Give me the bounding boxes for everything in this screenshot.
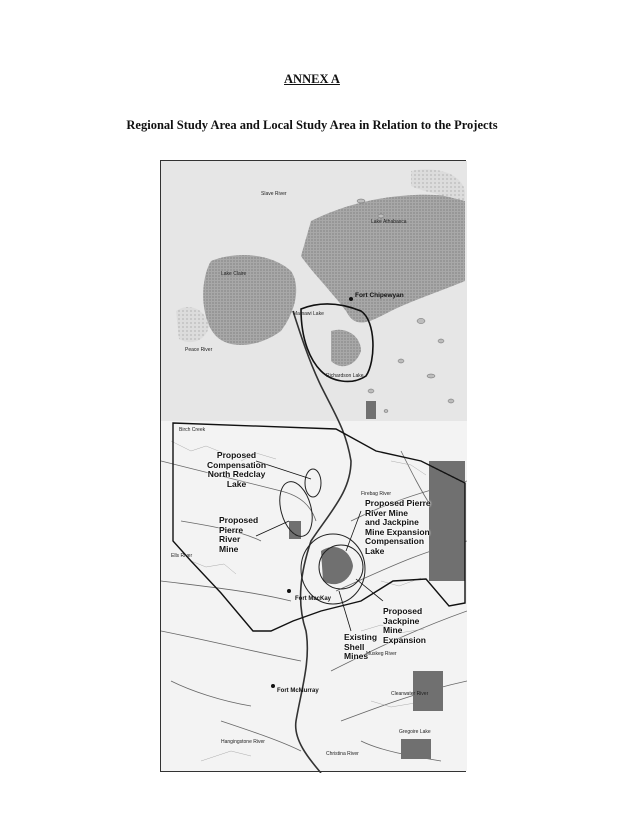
label-muskeg-river: Muskeg River: [366, 651, 397, 657]
label-hangingstone-river: Hangingstone River: [221, 739, 265, 745]
label-birch-creek: Birch Creek: [179, 427, 206, 433]
label-slave-river: Slave River: [261, 191, 287, 197]
label-lake-claire: Lake Claire: [221, 271, 247, 277]
label-fort-mcmurray: Fort McMurray: [277, 688, 319, 694]
label-firebag-river: Firebag River: [361, 491, 392, 497]
label-gregoire-lake: Gregoire Lake: [399, 729, 431, 735]
label-fort-chipewyan: Fort Chipewyan: [355, 292, 404, 299]
label-christina-river: Christina River: [326, 751, 359, 757]
label-peace-river: Peace River: [185, 347, 213, 353]
label-mamawi-lake: Mamawi Lake: [293, 311, 324, 317]
label-ells-river: Ells River: [171, 553, 193, 559]
label-pierre-river-jackpine-compensation-lake: Proposed Pierre River Mine and Jackpine Mine Expansion Compensation Lake: [365, 498, 431, 556]
label-existing-shell-mines: Existing Shell Mines: [344, 632, 378, 661]
label-clearwater-river: Clearwater River: [391, 691, 429, 697]
label-lake-athabasca: Lake Athabasca: [371, 219, 407, 225]
label-proposed-pierre-river-mine: Proposed Pierre River Mine: [219, 515, 259, 554]
label-richardson-lake: Richardson Lake: [326, 373, 364, 379]
annex-heading: ANNEX A: [284, 72, 340, 86]
document-subtitle: Regional Study Area and Local Study Area in Relation to the Projects: [126, 118, 498, 132]
regional-study-area-map: [160, 160, 466, 772]
label-fort-mackay: Fort MacKay: [295, 596, 332, 602]
label-proposed-compensation-north-redclay: Proposed Compensation North Redclay Lake: [207, 450, 267, 489]
label-proposed-jackpine-mine-expansion: Proposed Jackpine Mine Expansion: [383, 606, 426, 645]
